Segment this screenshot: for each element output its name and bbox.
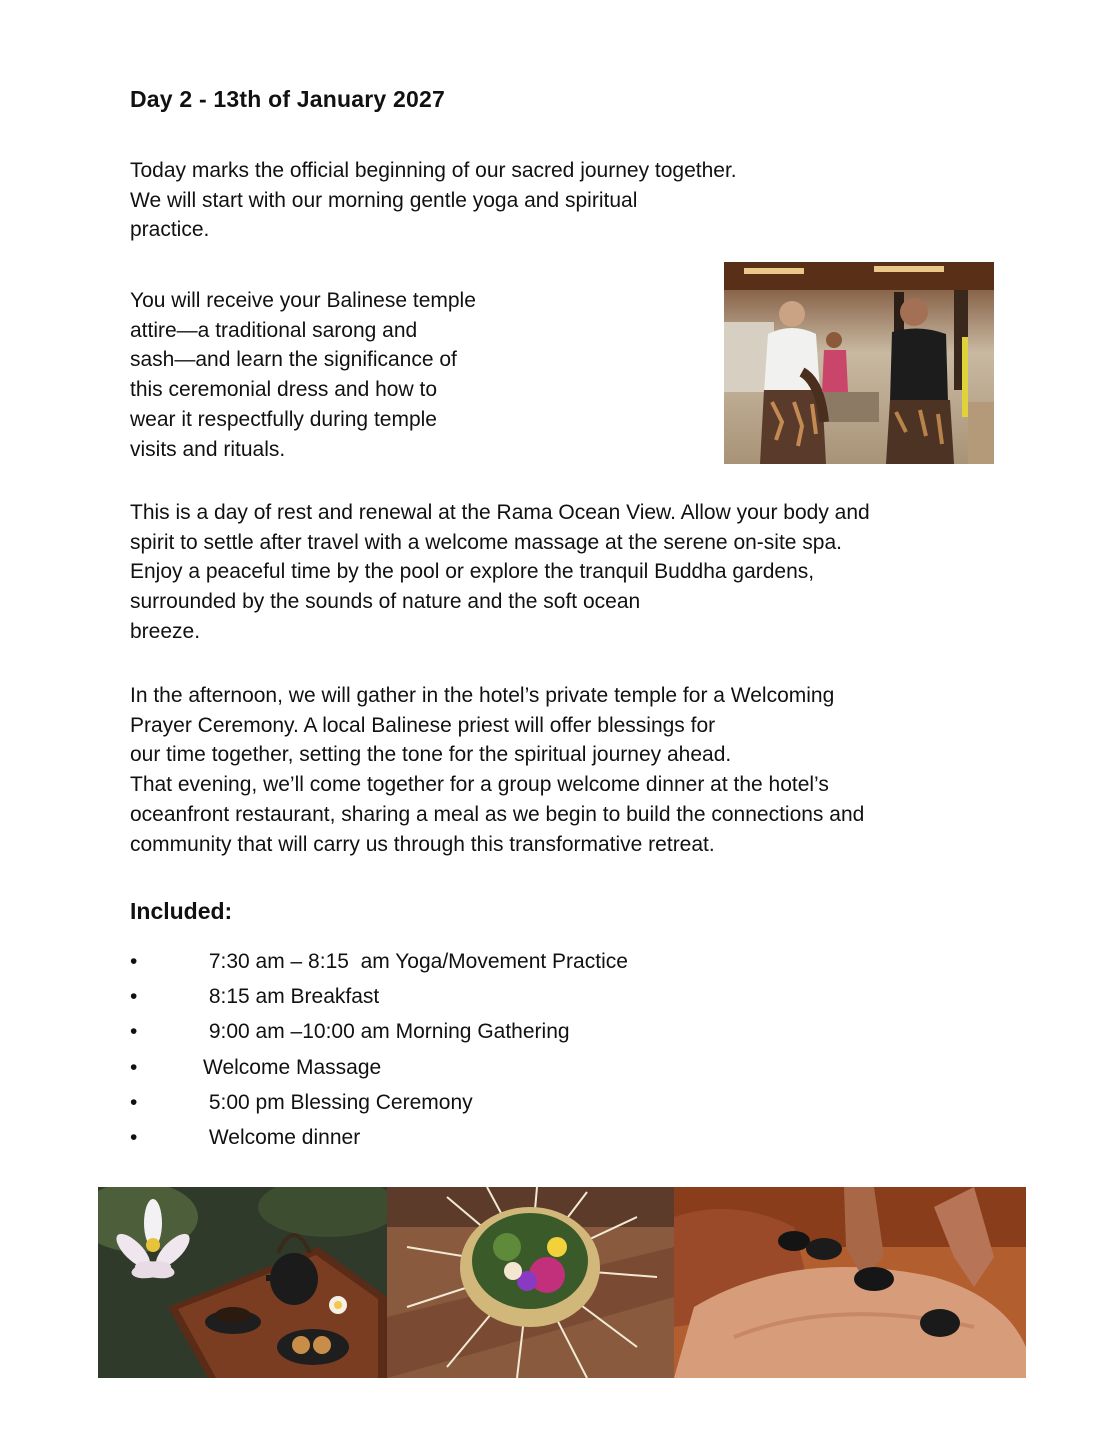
rest-paragraph: This is a day of rest and renewal at the Rama Ocean View. Allow your body and spirit to settle after travel with a welcome massage at the serene on-site spa. Enjoy a peaceful time by the pool or explore the tranquil Buddha gardens, surrounded by the sounds of nature and the soft ocean breeze. (130, 501, 870, 643)
included-item: Welcome dinner (203, 1125, 361, 1149)
attire-paragraph: You will receive your Balinese temple attire—a traditional sarong and sash—and learn the significance of this ceremonial dress and how to wear it respectfully during temple visits and rituals. (130, 289, 476, 461)
bullet: • (130, 1055, 138, 1079)
list-item (130, 1126, 830, 1161)
list-item (130, 1091, 830, 1126)
included-item: 9:00 am –10:00 am Morning Gathering (203, 1020, 570, 1044)
included-item: 8:15 am Breakfast (203, 985, 380, 1009)
photo-strip (98, 1187, 1026, 1378)
bullet: • (130, 985, 138, 1009)
day-heading: Day 2 - 13th of January 2027 (130, 86, 445, 112)
afternoon-paragraph: In the afternoon, we will gather in the hotel’s private temple for a Welcoming Prayer Ceremony. A local Balinese priest will offer blessings for our time together, setting the tone for the spiritual journey ahead. That evening, we’ll come together for a group welcome dinner at the hotel’s oceanfront restaurant, sharing a meal as we begin to build the connections and community that will carry us through this transformative retreat. (130, 684, 865, 856)
included-heading: Included: (130, 898, 233, 924)
included-item: 7:30 am – 8:15 am Yoga/Movement Practice (203, 950, 628, 973)
list-item (130, 985, 830, 1020)
list-item (130, 950, 830, 985)
list-item (130, 1056, 830, 1091)
tea-tray-photo (98, 1187, 387, 1378)
list-item (130, 1020, 830, 1055)
hot-stone-massage-photo (674, 1187, 1026, 1378)
bullet: • (130, 950, 138, 973)
sarong-fitting-photo (724, 262, 994, 464)
bullet: • (130, 1020, 138, 1044)
offering-basket-photo (387, 1187, 674, 1378)
included-item: 5:00 pm Blessing Ceremony (203, 1090, 473, 1114)
intro-paragraph: Today marks the official beginning of our sacred journey together. We will start with our morning gentle yoga and spiritual practice. (130, 159, 737, 242)
included-item: Welcome Massage (203, 1055, 382, 1079)
bullet: • (130, 1090, 138, 1114)
included-list (130, 950, 830, 1161)
bullet: • (130, 1125, 138, 1149)
